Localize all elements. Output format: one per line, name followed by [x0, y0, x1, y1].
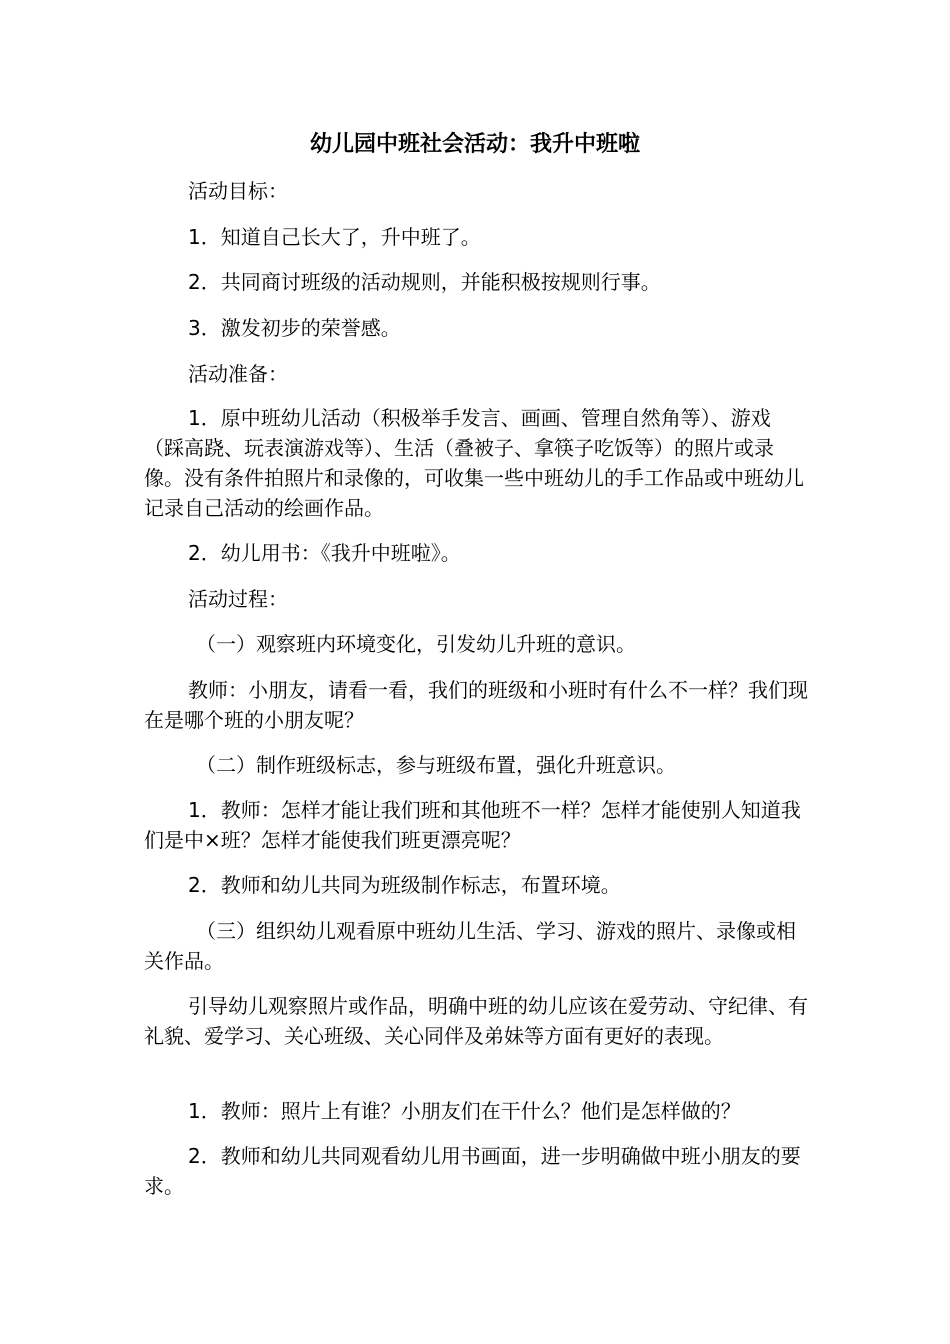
section-heading-goals: 活动目标：: [188, 179, 288, 203]
process-step-1-text: 教师：小朋友，请看一看，我们的班级和小班时有什么不一样？我们现在是哪个班的小朋友呢？: [144, 678, 808, 732]
goal-item-1: 1．知道自己长大了，升中班了。: [188, 225, 481, 249]
process-step-2-item-1: 1．教师：怎样才能让我们班和其他班不一样？怎样才能使别人知道我们是中×班？怎样才能使我们班更漂亮呢？: [144, 798, 801, 852]
document-title: 幼儿园中班社会活动：我升中班啦: [309, 132, 640, 157]
process-step-3-text: 引导幼儿观察照片或作品，明确中班的幼儿应该在爱劳动、守纪律、有礼貌、爱学习、关心班级、关心同伴及弟妹等方面有更好的表现。: [144, 994, 808, 1048]
preparation-item-1: 1．原中班幼儿活动（积极举手发言、画画、管理自然角等）、游戏（踩高跷、玩表演游戏等）、生活（叠被子、拿筷子吃饭等）的照片或录像。没有条件拍照片和录像的，可收集一些中班幼儿的手工作品或中班幼儿记录自己活动的绘画作品。: [144, 406, 804, 520]
process-step-2-item-2: 2．教师和幼儿共同为班级制作标志，布置环境。: [188, 873, 621, 897]
goal-item-2: 2．共同商讨班级的活动规则，并能积极按规则行事。: [188, 270, 661, 294]
process-step-3-heading: （三）组织幼儿观看原中班幼儿生活、学习、游戏的照片、录像或相关作品。: [144, 919, 796, 973]
preparation-item-2: 2．幼儿用书：《我升中班啦》。: [188, 541, 461, 565]
process-step-2-heading: （二）制作班级标志，参与班级布置，强化升班意识。: [196, 753, 676, 777]
section-heading-preparation: 活动准备：: [188, 362, 288, 386]
section-heading-process: 活动过程：: [188, 587, 288, 611]
goal-item-3: 3．激发初步的荣誉感。: [188, 316, 401, 340]
process-step-1-heading: （一）观察班内环境变化，引发幼儿升班的意识。: [196, 632, 636, 656]
process-step-3-item-2: 2．教师和幼儿共同观看幼儿用书画面，进一步明确做中班小朋友的要求。: [144, 1144, 801, 1198]
process-step-3-item-1: 1．教师：照片上有谁？小朋友们在干什么？他们是怎样做的？: [188, 1099, 741, 1123]
